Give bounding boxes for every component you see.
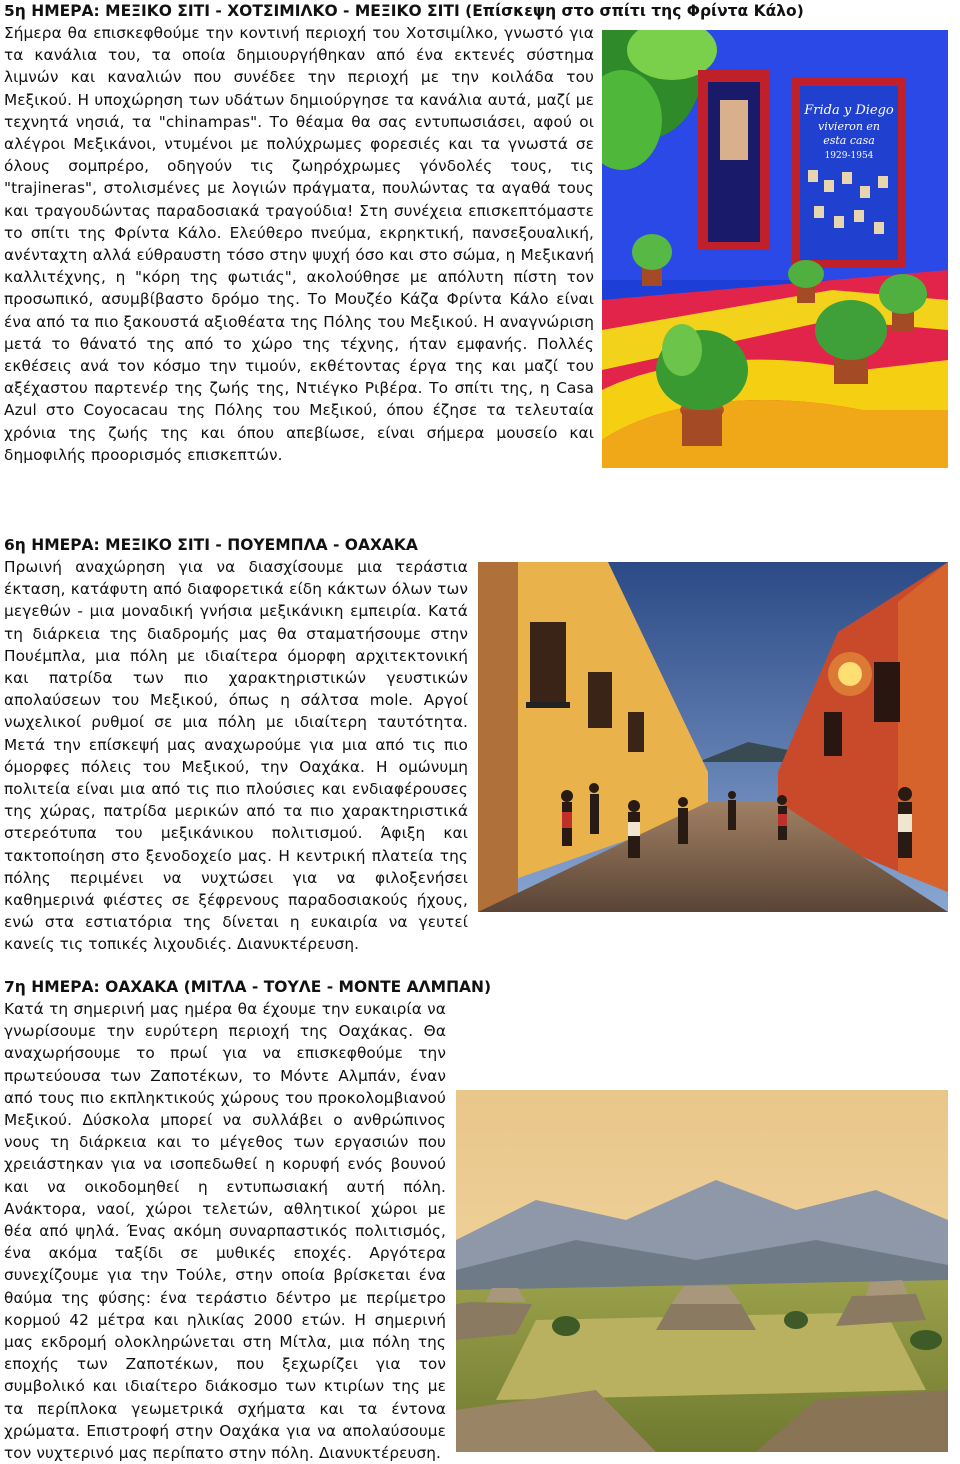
sign-line-4: 1929-1954 [824, 151, 874, 161]
day7-description: Κατά τη σημερινή μας ημέρα θα έχουμε την ευκαιρία να γνωρίσουμε την ευρύτερη περιοχή της Οαχάκας. Θα αναχωρήσουμε το πρωί για να επισκεφθούμε την πρωτεύουσα των Ζαποτέκων, το Μόντε Αλμπάν, έναν από τους πιο εκπληκτικούς χώρους του προκολομβιανού Μεξικού. Δύσκολα μπορεί να συλλάβει ο ανθρώπινος νους τη διάρκεια και το μέγεθος των εργασιών που χρειάστηκαν για να ισοπεδωθεί η κορυφή ενός βουνού και να οικοδομηθεί η εντυπωσιακή αυτή πόλη. Ανάκτορα, ναοί, χώροι τελετών, αθλητικοί χώροι με θέα από ψηλά. Ένας ακόμη συναρπαστικός πολιτισμός, ένα ακόμα ταξίδι σε μυθικές εποχές. Αργότερα συνεχίζουμε για την Τούλε, στην οποία βρίσκεται ένα θαύμα της φύσης: ένα τεράστιο δέντρο με περίμετρο κορμού 42 μέτρα και ηλικίας 2000 ετών. Η σημερινή μας εκδρομή ολοκληρώνεται στη Μίτλα, μια πόλη της εποχής των Ζαποτέκων, που ξεχωρίζει για τον συμβολικό και ιδιαίτερο διάκοσμο των κτιρίων της με τα περίπλοκα γεωμετρικά σχήματα και τα έντονα χρώματα. Επιστροφή στην Οαχάκα για να απολαύσουμε τον νυχτερινό μας περίπατο στην πόλη. Διανυκτέρευση. [4, 1000, 446, 1463]
sign-line-2: vivieron en [817, 120, 881, 133]
day6-section [4, 534, 948, 956]
sign-line-3: esta casa [823, 134, 875, 147]
day5-heading: 5η ΗΜΕΡΑ: ΜΕΞΙΚΟ ΣΙΤΙ - ΧΟΤΣΙΜΙΛΚΟ - ΜΕΞΙΚΟ ΣΙΤΙ (Επίσκεψη στο σπίτι της Φρίντα Κάλο) [4, 2, 804, 20]
day7-section [4, 976, 948, 1464]
frida-kahlo-house-photo [602, 30, 948, 468]
sign-line-1: Frida y Diego [804, 103, 894, 118]
day5-description: Σήμερα θα επισκεφθούμε την κοντινή περιοχή του Χοτσιμίλκο, γνωστό για τα κανάλια του, τα οποία δημιουργήθηκαν από ένα εκτενές σύστημα λιμνών και καναλιών που συνέδεε την περιοχή με την κοιλάδα του Μεξικού. Η υποχώρηση των υδάτων δημιούργησε τα κανάλια αυτά, μαζί με τεχνητά νησιά, τα "chinampas". Το θέαμα θα σας εντυπωσιάσει, αφού οι αλέγροι Μεξικάνοι, ντυμένοι με πολύχρωμες φορεσιές και τα γνωστά σε όλους σομπρέρο, οδηγούν τις ζωηρόχρωμες γόνδολές τους, τις "trajineras", στολισμένες με λογιών πράγματα, πουλώντας τα αγαθά τους και τραγουδώντας παραδοσιακά τραγούδια! Στη συνέχεια επισκεπτόμαστε το σπίτι της Φρίντα Κάλο. Ελεύθερο πνεύμα, εκρηκτική, πανσεξουαλική, ανένταχτη αλλά εύθραυστη τόσο στην ψυχή όσο και στο σώμα, η Μεξικανή καλλιτέχνης, η "κόρη της φωτιάς", ακολούθησε με απόλυτη πίστη τον προσωπικό, ασυμβίβαστο δρόμο της. Το Μουζέο Κάζα Φρίντα Κάλο είναι ένα από τα πιο ξακουστά αξιοθέατα της Πόλης του Μεξικού. Η αναγνώριση μετά το θάνατό της από το χώρο της τέχνης, ήταν εμφανής. Πολλές εκθέσεις ανά τον κόσμο την τιμούν, εκθέτοντας έργα της και μαζί του αξέχαστου παρτενέρ της ζωής της, Ντιέγκο Ριβέρα. Το σπίτι της, η Casa Azul στο Coyocacau της Πόλης του Μεξικού, όπου έζησε τα τελευταία χρόνια της ζωής της και όπου απεβίωσε, είναι σήμερα μουσείο και δημοφιλής προορισμός επισκεπτών. [4, 24, 594, 464]
day5-section [4, 0, 948, 474]
day7-heading: 7η ΗΜΕΡΑ: ΟΑΧΑΚΑ (ΜΙΤΛΑ - ΤΟΥΛΕ - ΜΟΝΤΕ ΑΛΜΠΑΝ) [4, 978, 492, 996]
day6-heading: 6η ΗΜΕΡΑ: ΜΕΞΙΚΟ ΣΙΤΙ - ΠΟΥΕΜΠΛΑ - ΟΑΧΑΚΑ [4, 536, 418, 554]
day6-description: Πρωινή αναχώρηση για να διασχίσουμε μια τεράστια έκταση, κατάφυτη από διαφορετικά είδη κάκτων όλων των μεγεθών - μια μοναδική γνήσια μεξικάνικη εμπειρία. Κατά τη διάρκεια της διαδρομής μας θα σταματήσουμε στην Πουέμπλα, μια πόλη με ιδιαίτερα όμορφη αρχιτεκτονική και πατρίδα των πιο χαρακτηριστικών γευστικών απολαύσεων του Μεξικού, όπως η σάλτσα mole. Αργοί νωχελικοί ρυθμοί σε μια πόλη με ιδιαίτερη ταυτότητα. Μετά την επίσκεψή μας αναχωρούμε για μια από τις πιο όμορφες πόλεις του Μεξικού, την Οαχάκα. Η ομώνυμη πολιτεία είναι μια από τις πιο πλούσιες και ενδιαφέρουσες της χώρας, πατρίδα μερικών από τα πιο χαρακτηριστικά στερεότυπα του μεξικάνικου πολιτισμού. Άφιξη και τακτοποίηση στο ξενοδοχείο μας. Η κεντρική πλατεία της πόλης περιμένει να νυχτώσει για να φιλοξενήσει καθημερινά φιέστες σε ξέφρενους παραδοσιακούς ήχους, ενώ στα εστιατόρια της δίνεται η ευκαιρία να γευτεί κανείς τις τοπικές λιχουδιές. Διανυκτέρευση. [4, 558, 468, 954]
oaxaca-street-photo [478, 562, 948, 912]
monte-alban-photo [456, 1090, 948, 1452]
